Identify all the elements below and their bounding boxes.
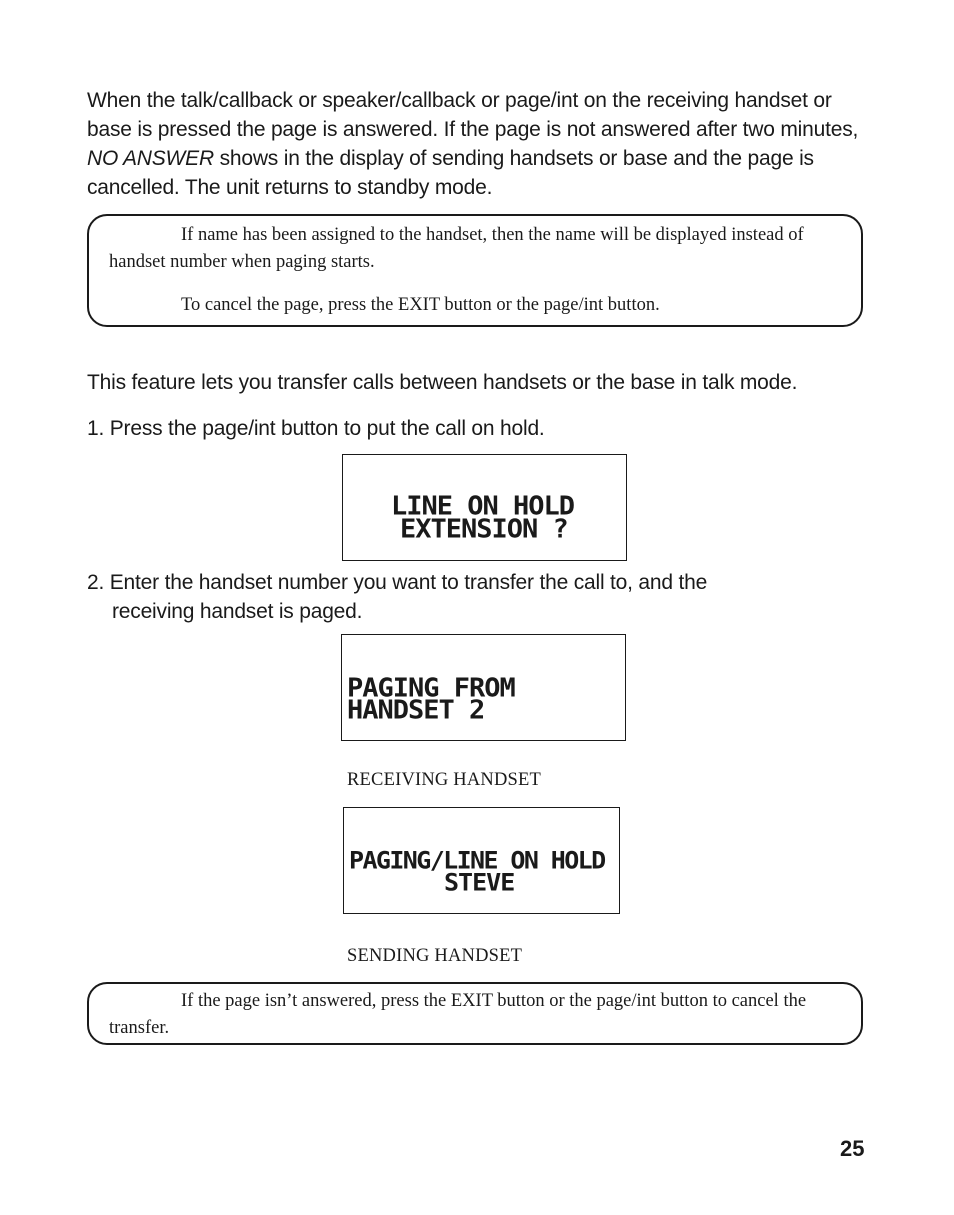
transfer-intro: This feature lets you transfer calls between handsets or the base in talk mode. [87,371,798,394]
caption-sending-handset: SENDING HANDSET [347,946,523,966]
lcd-line-1: PAGING/LINE ON HOLD [349,846,605,875]
note-unanswered-page: If the page isn’t answered, press the EXIT button or the page/int button to cancel the transfer. [109,991,807,1038]
note-box-paging [87,214,863,327]
lcd-line-2: STEVE [444,868,515,897]
intro-paragraph [87,86,877,202]
no-answer-text: NO ANSWER [87,147,214,170]
note-cancel-page: To cancel the page, press the EXIT button or the page/int button. [181,295,660,315]
page-number: 25 [840,1136,865,1161]
lcd-display-sending [343,807,620,914]
step-2-line-2: receiving handset is paged. [112,600,363,623]
step-2-line-1: 2. Enter the handset number you want to transfer the call to, and the [87,571,708,594]
step-1: 1. Press the page/int button to put the call on hold. [87,417,545,440]
lcd-line-2: EXTENSION ? [400,514,568,545]
intro-text-start: When the talk/callback or speaker/callback or page/int on the receiving handset or base is pressed the page is answered. If the page is not answered after two minutes, [87,89,859,141]
intro-text-end: shows in the display of sending handsets or base and the page is cancelled. The unit returns to standby mode. [87,147,814,199]
caption-receiving-handset: RECEIVING HANDSET [347,770,542,790]
lcd-line-1: LINE ON HOLD [391,491,575,522]
note-name-display: If name has been assigned to the handset, then the name will be displayed instead of handset number when paging starts. [109,225,804,272]
note-box-transfer [87,982,863,1045]
lcd-line-2: HANDSET 2 [347,695,485,726]
step-2 [87,568,877,626]
lcd-line-1: PAGING FROM [347,673,515,704]
lcd-display-line-on-hold [342,454,627,561]
lcd-display-receiving [341,634,626,741]
